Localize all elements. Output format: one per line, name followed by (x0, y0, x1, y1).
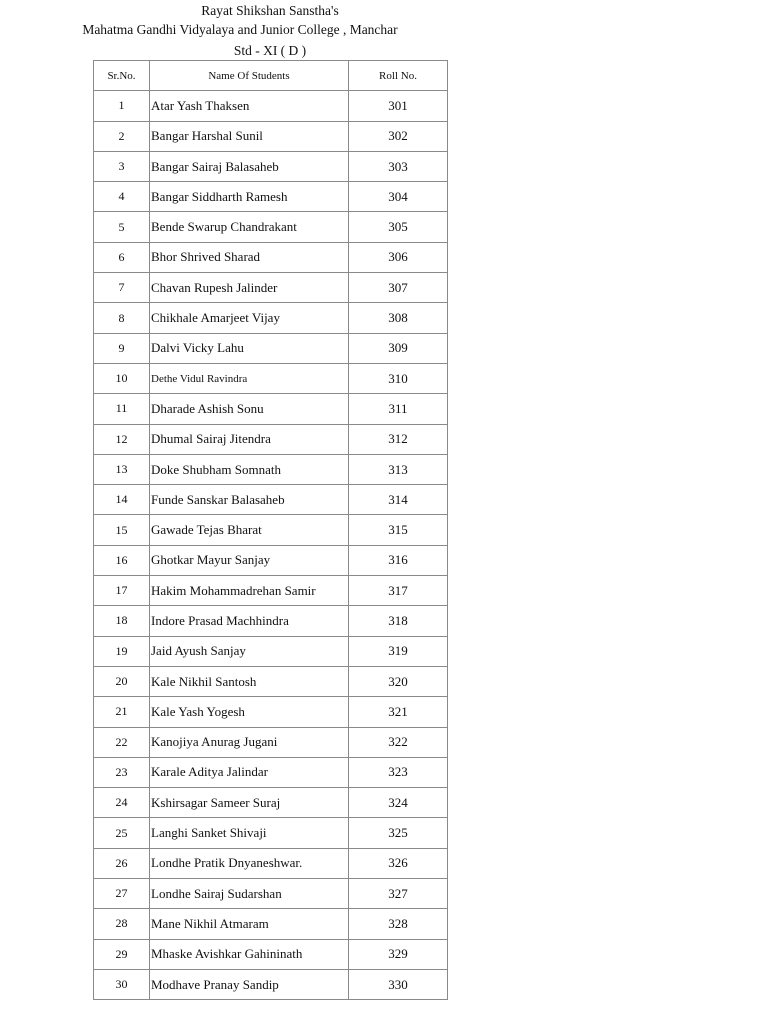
sr-no-cell: 22 (94, 727, 150, 757)
student-name-cell: Kale Nikhil Santosh (150, 666, 349, 696)
sr-no-cell: 25 (94, 818, 150, 848)
sr-no-cell: 27 (94, 879, 150, 909)
table-row (94, 424, 448, 454)
roll-no-cell: 306 (349, 242, 448, 272)
table-row (94, 273, 448, 303)
table-row (94, 333, 448, 363)
roll-no-cell: 329 (349, 939, 448, 969)
student-name-cell: Mhaske Avishkar Gahininath (150, 939, 349, 969)
roll-no-cell: 312 (349, 424, 448, 454)
student-name-cell: Indore Prasad Machhindra (150, 606, 349, 636)
student-name-cell: Ghotkar Mayur Sanjay (150, 545, 349, 575)
college-name: Mahatma Gandhi Vidyalaya and Junior College , Manchar (82, 22, 398, 37)
roll-no-cell: 316 (349, 545, 448, 575)
class-title: Std - XI ( D ) (233, 43, 307, 58)
roll-no-cell: 321 (349, 697, 448, 727)
roll-no-cell: 303 (349, 151, 448, 181)
column-header-roll-no: Roll No. (349, 61, 448, 91)
student-name-cell: Bhor Shrived Sharad (150, 242, 349, 272)
column-header-name: Name Of Students (150, 61, 349, 91)
student-name-cell: Kshirsagar Sameer Suraj (150, 788, 349, 818)
sr-no-cell: 20 (94, 666, 150, 696)
student-name-cell: Dharade Ashish Sonu (150, 394, 349, 424)
roll-no-cell: 302 (349, 121, 448, 151)
roll-no-cell: 308 (349, 303, 448, 333)
student-name-cell: Jaid Ayush Sanjay (150, 636, 349, 666)
sr-no-cell: 6 (94, 242, 150, 272)
table-row (94, 182, 448, 212)
student-name-cell: Mane Nikhil Atmaram (150, 909, 349, 939)
student-name-cell: Gawade Tejas Bharat (150, 515, 349, 545)
table-row (94, 303, 448, 333)
roll-no-cell: 307 (349, 273, 448, 303)
table-row (94, 242, 448, 272)
student-name-cell: Dalvi Vicky Lahu (150, 333, 349, 363)
sr-no-cell: 2 (94, 121, 150, 151)
student-name-cell: Chikhale Amarjeet Vijay (150, 303, 349, 333)
sr-no-cell: 12 (94, 424, 150, 454)
roll-no-cell: 318 (349, 606, 448, 636)
sr-no-cell: 18 (94, 606, 150, 636)
sr-no-cell: 13 (94, 454, 150, 484)
sr-no-cell: 23 (94, 757, 150, 787)
student-name-cell: Funde Sanskar Balasaheb (150, 485, 349, 515)
roll-no-cell: 319 (349, 636, 448, 666)
table-header-row (94, 61, 448, 91)
roll-no-cell: 320 (349, 666, 448, 696)
table-row (94, 394, 448, 424)
sr-no-cell: 11 (94, 394, 150, 424)
table-row (94, 212, 448, 242)
table-row (94, 454, 448, 484)
sr-no-cell: 5 (94, 212, 150, 242)
sr-no-cell: 28 (94, 909, 150, 939)
table-row (94, 606, 448, 636)
table-row (94, 969, 448, 999)
roll-no-cell: 322 (349, 727, 448, 757)
roll-no-cell: 327 (349, 879, 448, 909)
column-header-sr-no: Sr.No. (94, 61, 150, 91)
roll-no-cell: 326 (349, 848, 448, 878)
sr-no-cell: 9 (94, 333, 150, 363)
roll-no-cell: 323 (349, 757, 448, 787)
table-row (94, 727, 448, 757)
student-name-cell: Bangar Sairaj Balasaheb (150, 151, 349, 181)
student-name-cell: Bende Swarup Chandrakant (150, 212, 349, 242)
sr-no-cell: 26 (94, 848, 150, 878)
roll-no-cell: 311 (349, 394, 448, 424)
student-name-cell: Karale Aditya Jalindar (150, 757, 349, 787)
sr-no-cell: 10 (94, 363, 150, 393)
table-row (94, 909, 448, 939)
table-row (94, 636, 448, 666)
table-row (94, 151, 448, 181)
table-row (94, 666, 448, 696)
table-row (94, 848, 448, 878)
student-name-cell: Atar Yash Thaksen (150, 91, 349, 121)
sr-no-cell: 16 (94, 545, 150, 575)
sr-no-cell: 19 (94, 636, 150, 666)
sr-no-cell: 3 (94, 151, 150, 181)
table-row (94, 91, 448, 121)
sr-no-cell: 17 (94, 576, 150, 606)
student-name-cell: Langhi Sanket Shivaji (150, 818, 349, 848)
table-row (94, 788, 448, 818)
roll-no-cell: 301 (349, 91, 448, 121)
roll-no-cell: 330 (349, 969, 448, 999)
table-row (94, 818, 448, 848)
sr-no-cell: 7 (94, 273, 150, 303)
roll-no-cell: 310 (349, 363, 448, 393)
student-name-cell: Kale Yash Yogesh (150, 697, 349, 727)
sr-no-cell: 29 (94, 939, 150, 969)
student-name-cell: Bangar Siddharth Ramesh (150, 182, 349, 212)
table-row (94, 757, 448, 787)
student-list-table (93, 60, 448, 1000)
table-row (94, 545, 448, 575)
sr-no-cell: 24 (94, 788, 150, 818)
roll-no-cell: 304 (349, 182, 448, 212)
roll-no-cell: 324 (349, 788, 448, 818)
table-row (94, 121, 448, 151)
student-name-cell: Bangar Harshal Sunil (150, 121, 349, 151)
sr-no-cell: 30 (94, 969, 150, 999)
sr-no-cell: 15 (94, 515, 150, 545)
table-row (94, 879, 448, 909)
student-name-cell: Hakim Mohammadrehan Samir (150, 576, 349, 606)
table-row (94, 363, 448, 393)
student-name-cell: Londhe Pratik Dnyaneshwar. (150, 848, 349, 878)
table-row (94, 697, 448, 727)
roll-no-cell: 317 (349, 576, 448, 606)
student-name-cell: Dethe Vidul Ravindra (150, 363, 349, 393)
institution-name: Rayat Shikshan Sanstha's (201, 3, 339, 18)
table-row (94, 485, 448, 515)
student-name-cell: Londhe Sairaj Sudarshan (150, 879, 349, 909)
roll-no-cell: 313 (349, 454, 448, 484)
table-row (94, 576, 448, 606)
roll-no-cell: 305 (349, 212, 448, 242)
sr-no-cell: 21 (94, 697, 150, 727)
sr-no-cell: 8 (94, 303, 150, 333)
student-name-cell: Modhave Pranay Sandip (150, 969, 349, 999)
table-row (94, 939, 448, 969)
sr-no-cell: 14 (94, 485, 150, 515)
sr-no-cell: 1 (94, 91, 150, 121)
roll-no-cell: 309 (349, 333, 448, 363)
roll-no-cell: 328 (349, 909, 448, 939)
table-row (94, 515, 448, 545)
student-name-cell: Chavan Rupesh Jalinder (150, 273, 349, 303)
sr-no-cell: 4 (94, 182, 150, 212)
roll-no-cell: 314 (349, 485, 448, 515)
student-name-cell: Doke Shubham Somnath (150, 454, 349, 484)
student-name-cell: Dhumal Sairaj Jitendra (150, 424, 349, 454)
student-name-cell: Kanojiya Anurag Jugani (150, 727, 349, 757)
roll-no-cell: 325 (349, 818, 448, 848)
document-header (0, 0, 446, 60)
roll-no-cell: 315 (349, 515, 448, 545)
